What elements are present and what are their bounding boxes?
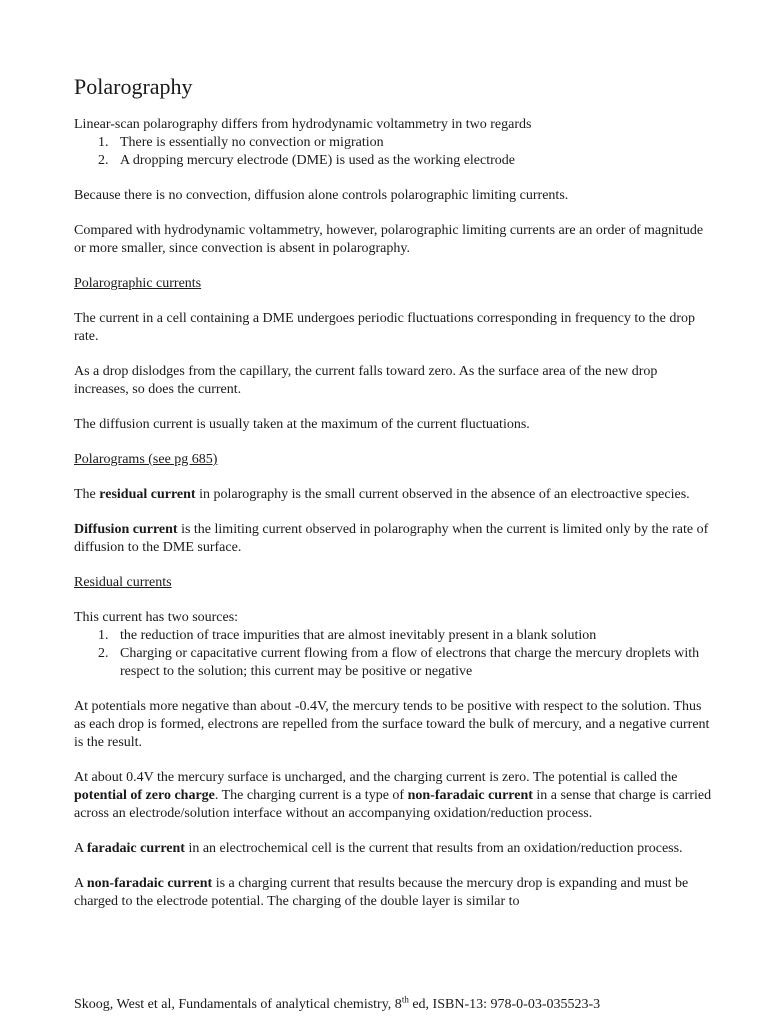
sources-intro: This current has two sources: [74, 610, 239, 625]
paragraph-negative-potentials: At potentials more negative than about -0.4V, the mercury tends to be positive with respect to the solution. Thus as each drop is formed, electrons are repelled from the surface toward the bulk of mercury, and a negative current is the result. [74, 699, 710, 750]
definition-residual-current [74, 486, 714, 504]
list-item-text: Charging or capacitative current flowing from a flow of electrons that charge the mercury droplets with respect to the solution; this current may be positive or negative [120, 646, 700, 679]
text-fragment: ed, ISBN-13: 978-0-03-035523-3 [408, 997, 601, 1012]
footer-citation [74, 996, 714, 1014]
paragraph-diffusion-taken: The diffusion current is usually taken at the maximum of the current fluctuations. [74, 417, 530, 432]
list-item [74, 627, 714, 645]
text-fragment: At about 0.4V the mercury surface is uncharged, and the charging current is zero. The potential is called the [74, 770, 678, 785]
text-fragment: A [74, 876, 87, 891]
list-number: 1. [98, 628, 109, 643]
text-fragment: in an electrochemical cell is the current that results from an oxidation/reduction process. [184, 841, 683, 856]
paragraph-drop: As a drop dislodges from the capillary, the current falls toward zero. As the surface area of the new drop increases, so does the current. [74, 364, 658, 397]
list-item-text: A dropping mercury electrode (DME) is used as the working electrode [120, 153, 515, 168]
definition-non-faradaic-current [74, 875, 714, 911]
text-fragment: Skoog, West et al, Fundamentals of analytical chemistry, 8 [74, 997, 402, 1012]
term-non-faradaic-current: non-faradaic current [407, 788, 533, 803]
definition-diffusion-current [74, 521, 714, 557]
intro-text: Linear-scan polarography differs from hydrodynamic voltammetry in two regards [74, 117, 532, 132]
superscript: th [401, 994, 409, 1005]
list-item-text: There is essentially no convection or migration [120, 135, 384, 150]
paragraph-zero-charge [74, 769, 714, 823]
paragraph-dme: The current in a cell containing a DME undergoes periodic fluctuations corresponding in frequency to the drop rate. [74, 311, 695, 344]
text-fragment: is a charging current that results because the mercury drop is expanding and must be charged to the electrode potential. The charging of the double layer is similar to [74, 876, 689, 909]
text-fragment: A [74, 841, 87, 856]
list-item [74, 134, 714, 152]
page-title: Polarography [74, 74, 193, 99]
text-fragment: in a sense that charge is carried across an electrode/solution interface without an accompanying oxidation/reduction process. [74, 788, 712, 821]
intro-list [74, 134, 714, 170]
list-item [74, 152, 714, 170]
term-potential-of-zero-charge: potential of zero charge [74, 788, 215, 803]
paragraph-compared: Compared with hydrodynamic voltammetry, however, polarographic limiting currents are an order of magnitude or more smaller, since convection is absent in polarography. [74, 223, 704, 256]
paragraph-diffusion-controls: Because there is no convection, diffusion alone controls polarographic limiting currents. [74, 188, 569, 203]
text-fragment: . The charging current is a type of [214, 788, 408, 803]
list-number: 1. [98, 135, 109, 150]
section-heading-residual-currents: Residual currents [74, 575, 172, 590]
section-heading-polarograms: Polarograms (see pg 685) [74, 452, 218, 467]
definition-faradaic-current [74, 840, 714, 858]
text-fragment: The [74, 487, 100, 502]
term-non-faradaic-current: non-faradaic current [86, 876, 213, 891]
term-faradaic-current: faradaic current [86, 841, 185, 856]
list-number: 2. [98, 153, 109, 168]
term-diffusion-current: Diffusion current [74, 522, 178, 537]
document-body [74, 72, 714, 911]
text-fragment: is the limiting current observed in polarography when the current is limited only by the rate of diffusion to the DME surface. [74, 522, 709, 555]
text-fragment: in polarography is the small current observed in the absence of an electroactive species. [195, 487, 690, 502]
section-heading-polarographic-currents: Polarographic currents [74, 276, 202, 291]
sources-list [74, 627, 714, 681]
list-number: 2. [98, 646, 109, 661]
list-item-text: the reduction of trace impurities that are almost inevitably present in a blank solution [120, 628, 597, 643]
term-residual-current: residual current [99, 487, 196, 502]
list-item [74, 645, 714, 681]
